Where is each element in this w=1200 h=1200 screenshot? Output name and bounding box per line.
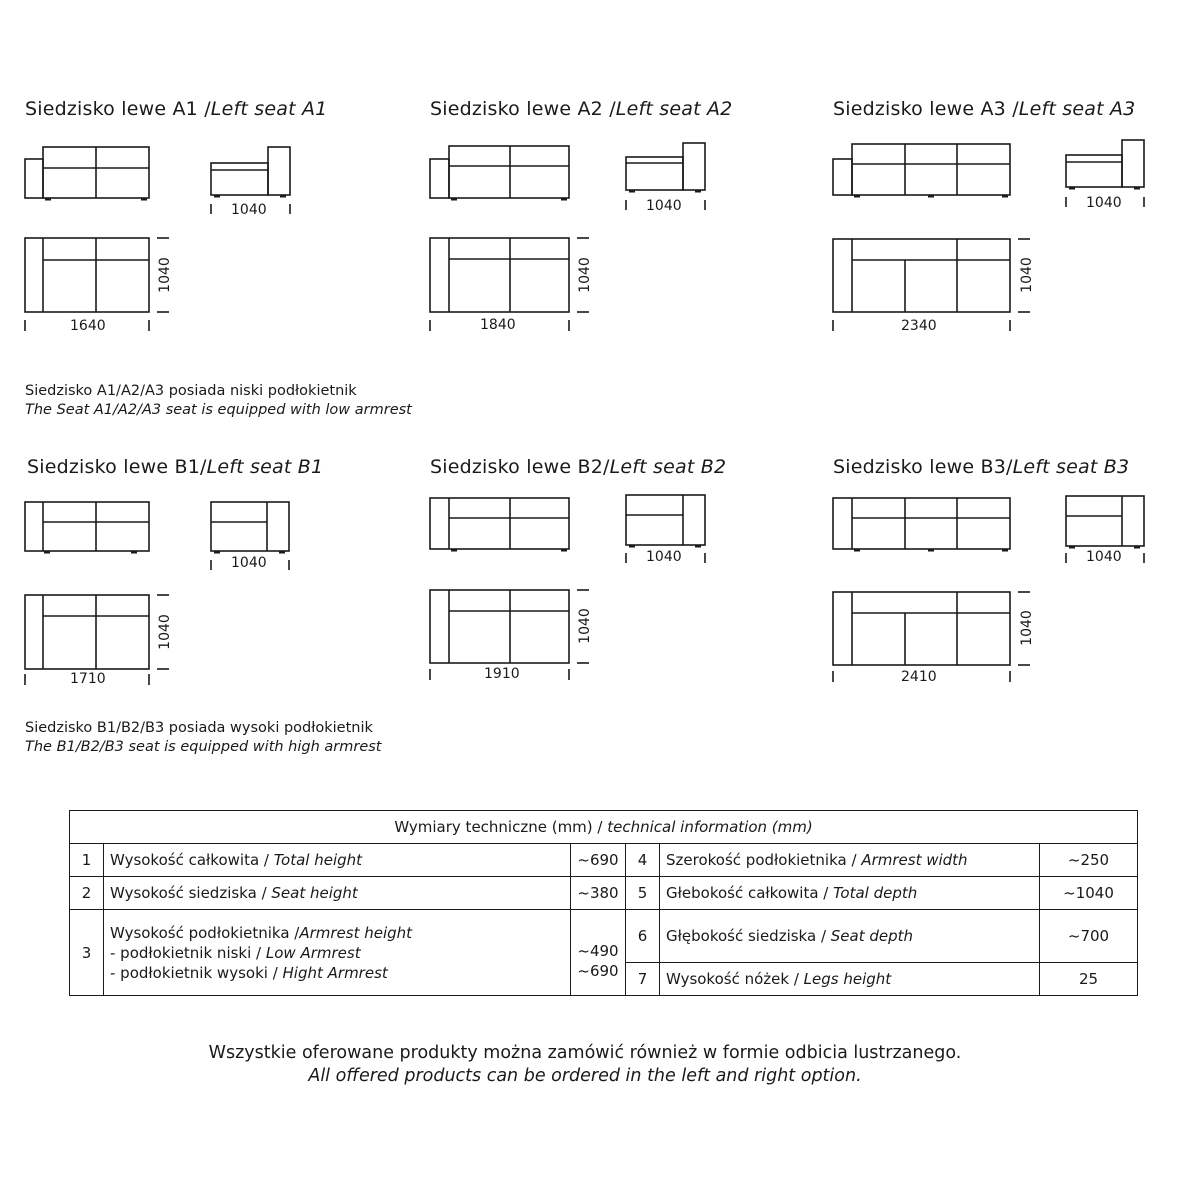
dim-a2-width: 1840	[480, 317, 516, 333]
seat-a2-front-view	[430, 146, 569, 199]
note-b: Siedzisko B1/B2/B3 posiada wysoki podłokietnik The B1/B2/B3 seat is equipped with high armrest	[25, 720, 382, 755]
dim-a1-side: 1040	[231, 202, 267, 218]
dim-a2-depth: 1040	[577, 257, 593, 293]
seat-title-b1: Siedzisko lewe B1/Left seat B1	[27, 456, 324, 478]
dim-a1-depth: 1040	[157, 257, 173, 293]
row-number: 1	[70, 844, 104, 877]
row-value: ~700	[1040, 910, 1138, 963]
dim-b2-width: 1910	[484, 666, 520, 682]
row-label: Szerokość podłokietnika / Armrest width	[660, 844, 1040, 877]
dim-b3-depth: 1040	[1019, 610, 1035, 646]
seat-a1-front-view	[25, 147, 149, 199]
row-label: Wysokość podłokietnika /Armrest height - podłokietnik niski / Low Armrest - podłokietnik wysoki / Hight Armrest	[104, 910, 571, 996]
dim-b1-depth: 1040	[157, 614, 173, 650]
row-value: ~690	[571, 844, 626, 877]
row-value: 25	[1040, 963, 1138, 996]
seat-b2-front-view	[430, 498, 569, 550]
seat-a3-front-view	[833, 144, 1010, 196]
seat-title-b2: Siedzisko lewe B2/Left seat B2	[430, 456, 727, 478]
row-number: 4	[626, 844, 660, 877]
dim-a3-width: 2340	[901, 318, 937, 334]
row-value: ~250	[1040, 844, 1138, 877]
seat-b3-front-view	[833, 498, 1010, 550]
dim-a1-width: 1640	[70, 318, 106, 334]
dim-a2-side: 1040	[646, 198, 682, 214]
note-a: Siedzisko A1/A2/A3 posiada niski podłokietnik The Seat A1/A2/A3 seat is equipped with low armrest	[25, 383, 412, 418]
dim-b1-side: 1040	[231, 555, 267, 571]
row-value: ~490 ~690	[571, 910, 626, 996]
row-number: 2	[70, 877, 104, 910]
row-label: Głebokość całkowita / Total depth	[660, 877, 1040, 910]
row-label: Wysokość nóżek / Legs height	[660, 963, 1040, 996]
seat-title-b3: Siedzisko lewe B3/Left seat B3	[833, 456, 1130, 478]
seat-title-a1: Siedzisko lewe A1 /Left seat A1	[25, 98, 328, 120]
dim-b2-side: 1040	[646, 549, 682, 565]
row-value: ~380	[571, 877, 626, 910]
row-label: Wysokość siedziska / Seat height	[104, 877, 571, 910]
dim-b1-width: 1710	[70, 671, 106, 687]
row-label: Wysokość całkowita / Total height	[104, 844, 571, 877]
footer-en: All offered products can be ordered in the left and right option.	[308, 1066, 862, 1086]
footer-pl: Wszystkie oferowane produkty można zamówić również w formie odbicia lustrzanego.	[208, 1043, 962, 1063]
dim-b2-depth: 1040	[577, 608, 593, 644]
seat-title-a2: Siedzisko lewe A2 /Left seat A2	[430, 98, 733, 120]
seat-title-a3: Siedzisko lewe A3 /Left seat A3	[833, 98, 1136, 120]
spec-table	[69, 810, 1138, 996]
row-number: 3	[70, 910, 104, 996]
row-value: ~1040	[1040, 877, 1138, 910]
row-label: Głębokość siedziska / Seat depth	[660, 910, 1040, 963]
dim-b3-width: 2410	[901, 669, 937, 685]
seat-b1-front-view	[25, 502, 149, 552]
row-number: 5	[626, 877, 660, 910]
dim-b3-side: 1040	[1086, 549, 1122, 565]
spec-table-header: Wymiary techniczne (mm) / technical information (mm)	[70, 811, 1138, 844]
row-number: 7	[626, 963, 660, 996]
dim-a3-depth: 1040	[1019, 257, 1035, 293]
row-number: 6	[626, 910, 660, 963]
dim-a3-side: 1040	[1086, 195, 1122, 211]
